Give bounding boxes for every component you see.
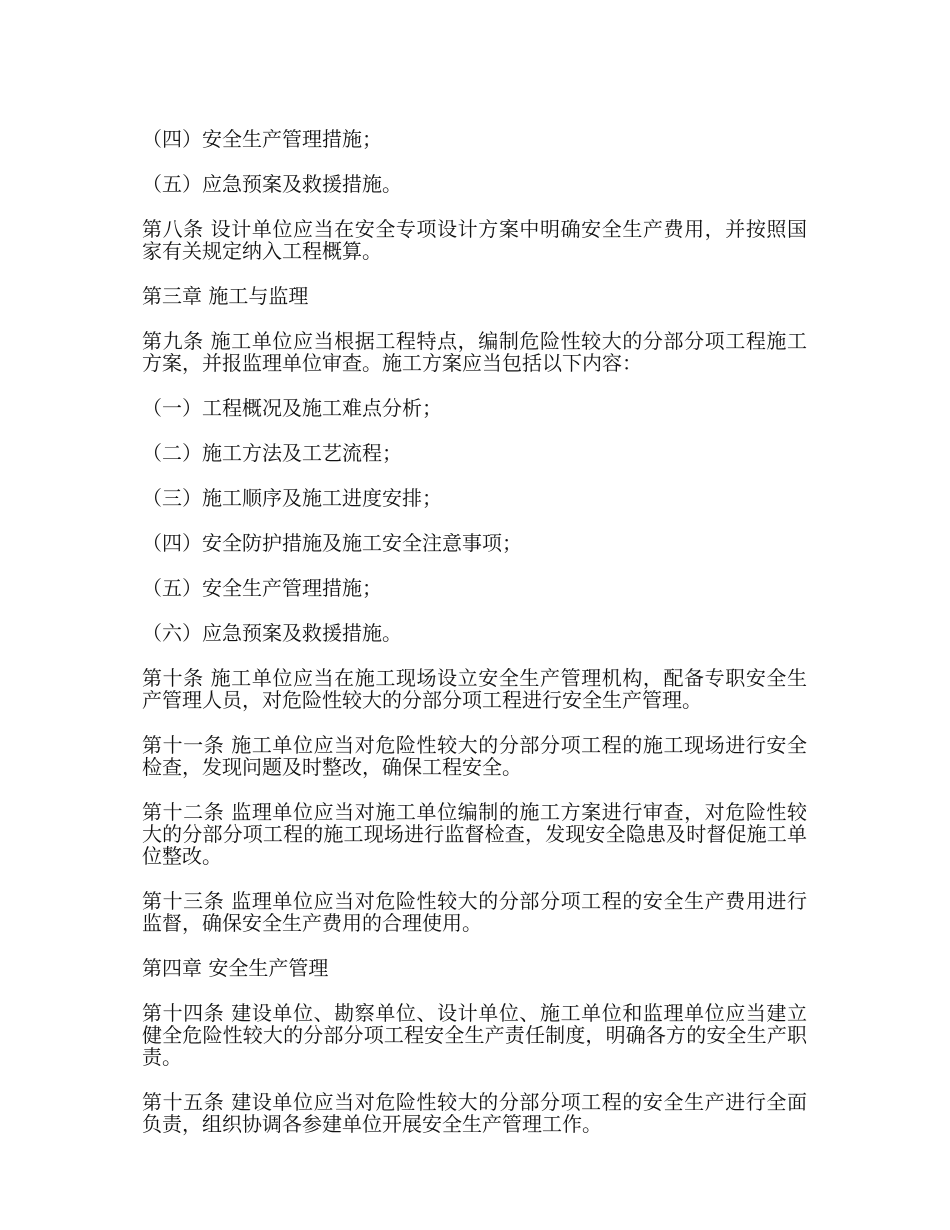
chapter-4-heading: 第四章 安全生产管理 (142, 956, 329, 980)
article-14: 第十四条 建设单位、勘察单位、设计单位、施工单位和监理单位应当建立健全危险性较大的分部分项工程安全生产责任制度，明确各方的安全生产职责。 (142, 1001, 807, 1069)
article-11: 第十一条 施工单位应当对危险性较大的分部分项工程的施工现场进行安全检查，发现问题及时整改，确保工程安全。 (142, 733, 807, 779)
article-10: 第十条 施工单位应当在施工现场设立安全生产管理机构，配备专职安全生产管理人员，对危险性较大的分部分项工程进行安全生产管理。 (142, 666, 807, 712)
article-9: 第九条 施工单位应当根据工程特点，编制危险性较大的分部分项工程施工方案，并报监理单位审查。施工方案应当包括以下内容： (142, 329, 807, 375)
list-item-4-safety-measures: （四）安全生产管理措施； (142, 127, 382, 151)
list-item-5-emergency-plan: （五）应急预案及救援措施。 (142, 172, 402, 196)
chapter-3-heading: 第三章 施工与监理 (142, 284, 309, 308)
article-12: 第十二条 监理单位应当对施工单位编制的施工方案进行审查，对危险性较大的分部分项工程的施工现场进行监督检查，发现安全隐患及时督促施工单位整改。 (142, 800, 807, 868)
list-item-2-methods: （二）施工方法及工艺流程； (142, 441, 402, 465)
list-item-4-protection: （四）安全防护措施及施工安全注意事项； (142, 531, 522, 555)
list-item-6-emergency: （六）应急预案及救援措施。 (142, 621, 402, 645)
list-item-3-sequence: （三）施工顺序及施工进度安排； (142, 486, 442, 510)
document-page (142, 128, 807, 1158)
article-15: 第十五条 建设单位应当对危险性较大的分部分项工程的安全生产进行全面负责，组织协调各参建单位开展安全生产管理工作。 (142, 1090, 807, 1136)
article-8: 第八条 设计单位应当在安全专项设计方案中明确安全生产费用，并按照国家有关规定纳入工程概算。 (142, 217, 807, 263)
list-item-5-management: （五）安全生产管理措施； (142, 576, 382, 600)
list-item-1-overview: （一）工程概况及施工难点分析； (142, 396, 442, 420)
article-13: 第十三条 监理单位应当对危险性较大的分部分项工程的安全生产费用进行监督，确保安全生产费用的合理使用。 (142, 889, 807, 935)
